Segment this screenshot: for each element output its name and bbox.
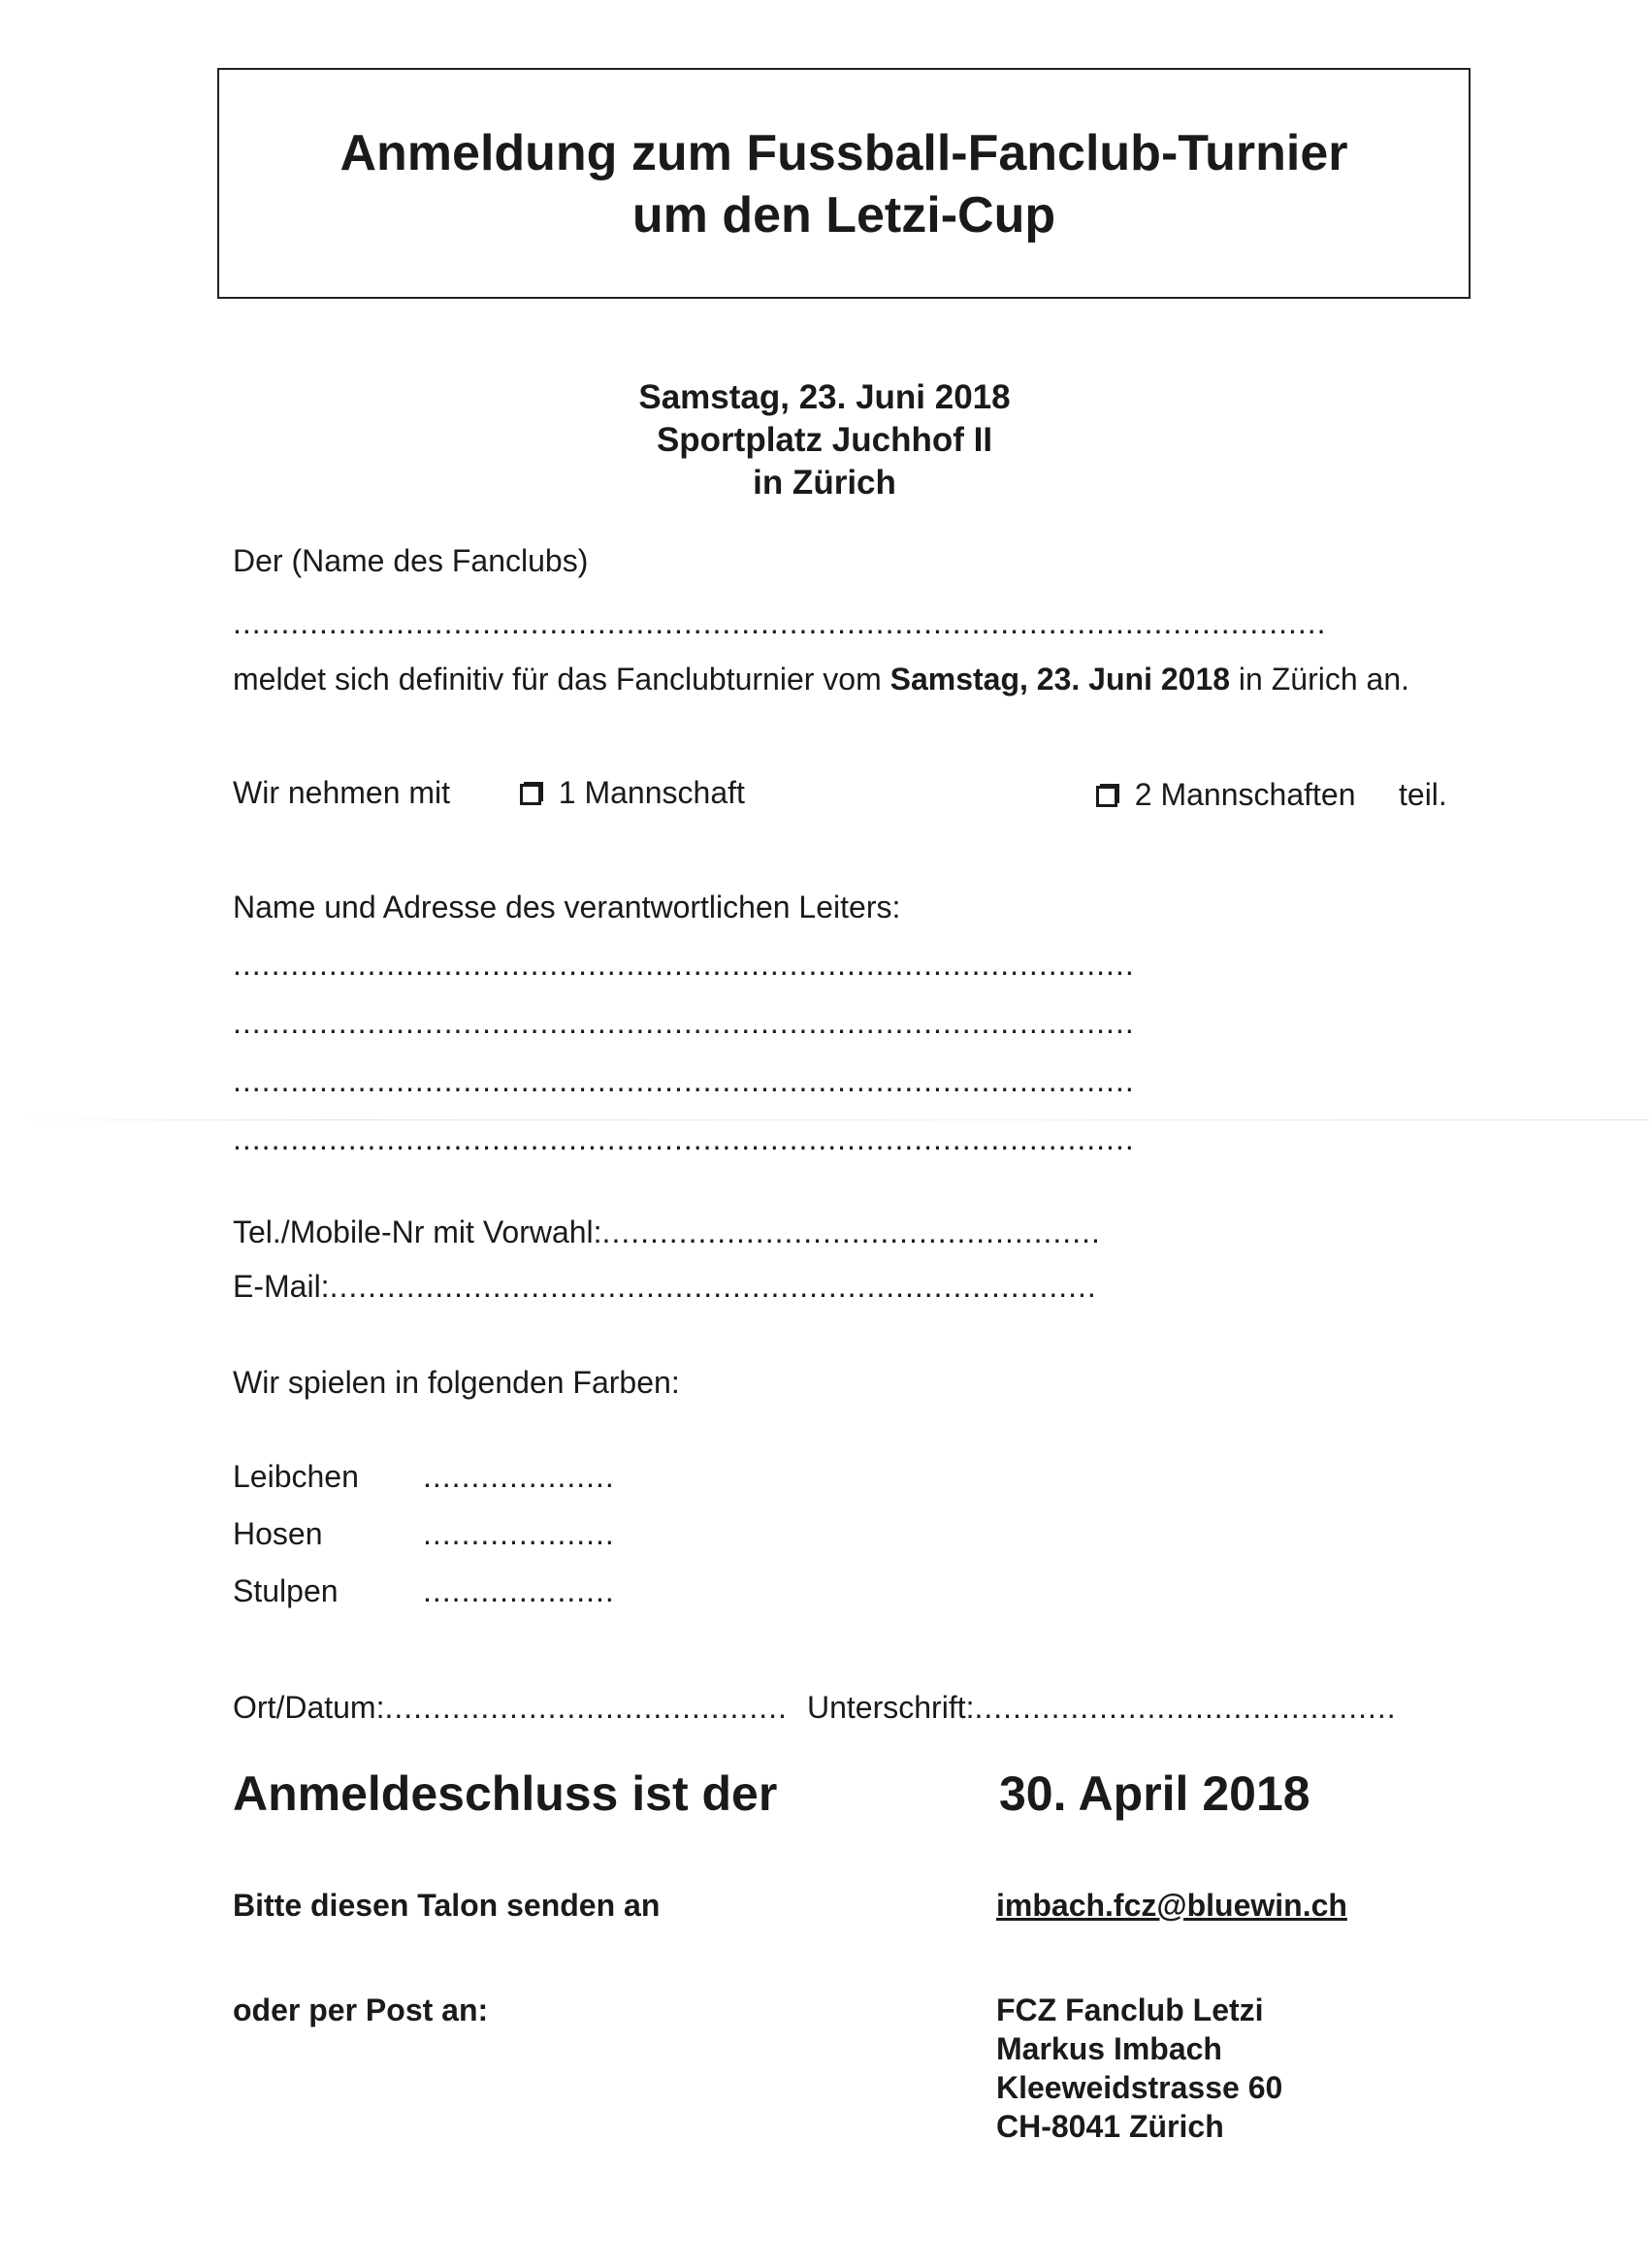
send-label: Bitte diesen Talon senden an <box>233 1888 661 1923</box>
option-1-label: 1 Mannschaft <box>558 775 745 810</box>
title-line-2: um den Letzi-Cup <box>631 187 1056 243</box>
email-field[interactable]: ................................................................................ <box>329 1269 1097 1304</box>
address-line-1[interactable]: .............................................................................................. <box>233 947 1135 982</box>
email-row[interactable] <box>233 1267 1097 1306</box>
socks-label: Stulpen <box>233 1573 339 1608</box>
scan-artifact <box>0 1119 1649 1120</box>
deadline-label: Anmeldeschluss ist der <box>233 1766 778 1821</box>
address-line-2[interactable]: .............................................................................................. <box>233 1005 1135 1040</box>
phone-label: Tel./Mobile-Nr mit Vorwahl: <box>233 1215 602 1249</box>
event-date: Samstag, 23. Juni 2018 <box>638 378 1011 416</box>
phone-field[interactable]: .................................................... <box>601 1215 1101 1249</box>
event-city: in Zürich <box>753 464 896 502</box>
confirm-text <box>233 660 1409 698</box>
signature-field[interactable]: ............................................ <box>974 1690 1397 1725</box>
phone-row[interactable] <box>233 1213 1101 1251</box>
teams-label: Wir nehmen mit <box>233 775 451 810</box>
confirm-suffix: in Zürich an. <box>1230 662 1409 697</box>
address-line-city: CH-8041 Zürich <box>996 2109 1224 2144</box>
option-1-team[interactable] <box>520 773 745 812</box>
shirts-label: Leibchen <box>233 1459 359 1494</box>
signature-row[interactable] <box>807 1688 1397 1727</box>
email-label: E-Mail: <box>233 1269 330 1304</box>
confirm-prefix: meldet sich definitiv für das Fanclubturnier vom <box>233 662 890 697</box>
title-line-1: Anmeldung zum Fussball-Fanclub-Turnier <box>340 125 1348 181</box>
checkbox-icon[interactable] <box>1096 786 1117 807</box>
address-line-street: Kleeweidstrasse 60 <box>996 2070 1283 2105</box>
address-line-4[interactable]: .............................................................................................. <box>233 1121 1135 1156</box>
leader-label: Name und Adresse des verantwortlichen Leiters: <box>233 890 901 924</box>
event-venue: Sportplatz Juchhof II <box>656 421 993 459</box>
fanclub-name-field[interactable]: .................................................................................................................. <box>233 605 1327 640</box>
post-label: oder per Post an: <box>233 1993 489 2027</box>
place-date-field[interactable]: .......................................... <box>384 1690 788 1725</box>
place-date-row[interactable] <box>233 1688 788 1727</box>
signature-label: Unterschrift: <box>807 1690 975 1725</box>
checkbox-icon[interactable] <box>520 784 541 805</box>
shorts-label: Hosen <box>233 1516 323 1551</box>
option-2-label: 2 Mannschaften <box>1134 777 1356 812</box>
address-line-person: Markus Imbach <box>996 2031 1222 2066</box>
deadline-date: 30. April 2018 <box>999 1766 1310 1821</box>
contact-email-link[interactable]: imbach.fcz@bluewin.ch <box>996 1888 1347 1923</box>
socks-field[interactable]: .................... <box>423 1573 615 1608</box>
teams-suffix: teil. <box>1399 777 1447 812</box>
shorts-field[interactable]: .................... <box>423 1516 615 1551</box>
address-line-name: FCZ Fanclub Letzi <box>996 1993 1264 2027</box>
confirm-date: Samstag, 23. Juni 2018 <box>889 662 1231 697</box>
place-date-label: Ort/Datum: <box>233 1690 385 1725</box>
colors-label: Wir spielen in folgenden Farben: <box>233 1365 680 1400</box>
title-box <box>217 68 1471 299</box>
fanclub-label: Der (Name des Fanclubs) <box>233 543 589 578</box>
address-line-3[interactable]: .............................................................................................. <box>233 1063 1135 1098</box>
shirts-field[interactable]: .................... <box>423 1459 615 1494</box>
option-2-teams[interactable] <box>1096 775 1355 814</box>
